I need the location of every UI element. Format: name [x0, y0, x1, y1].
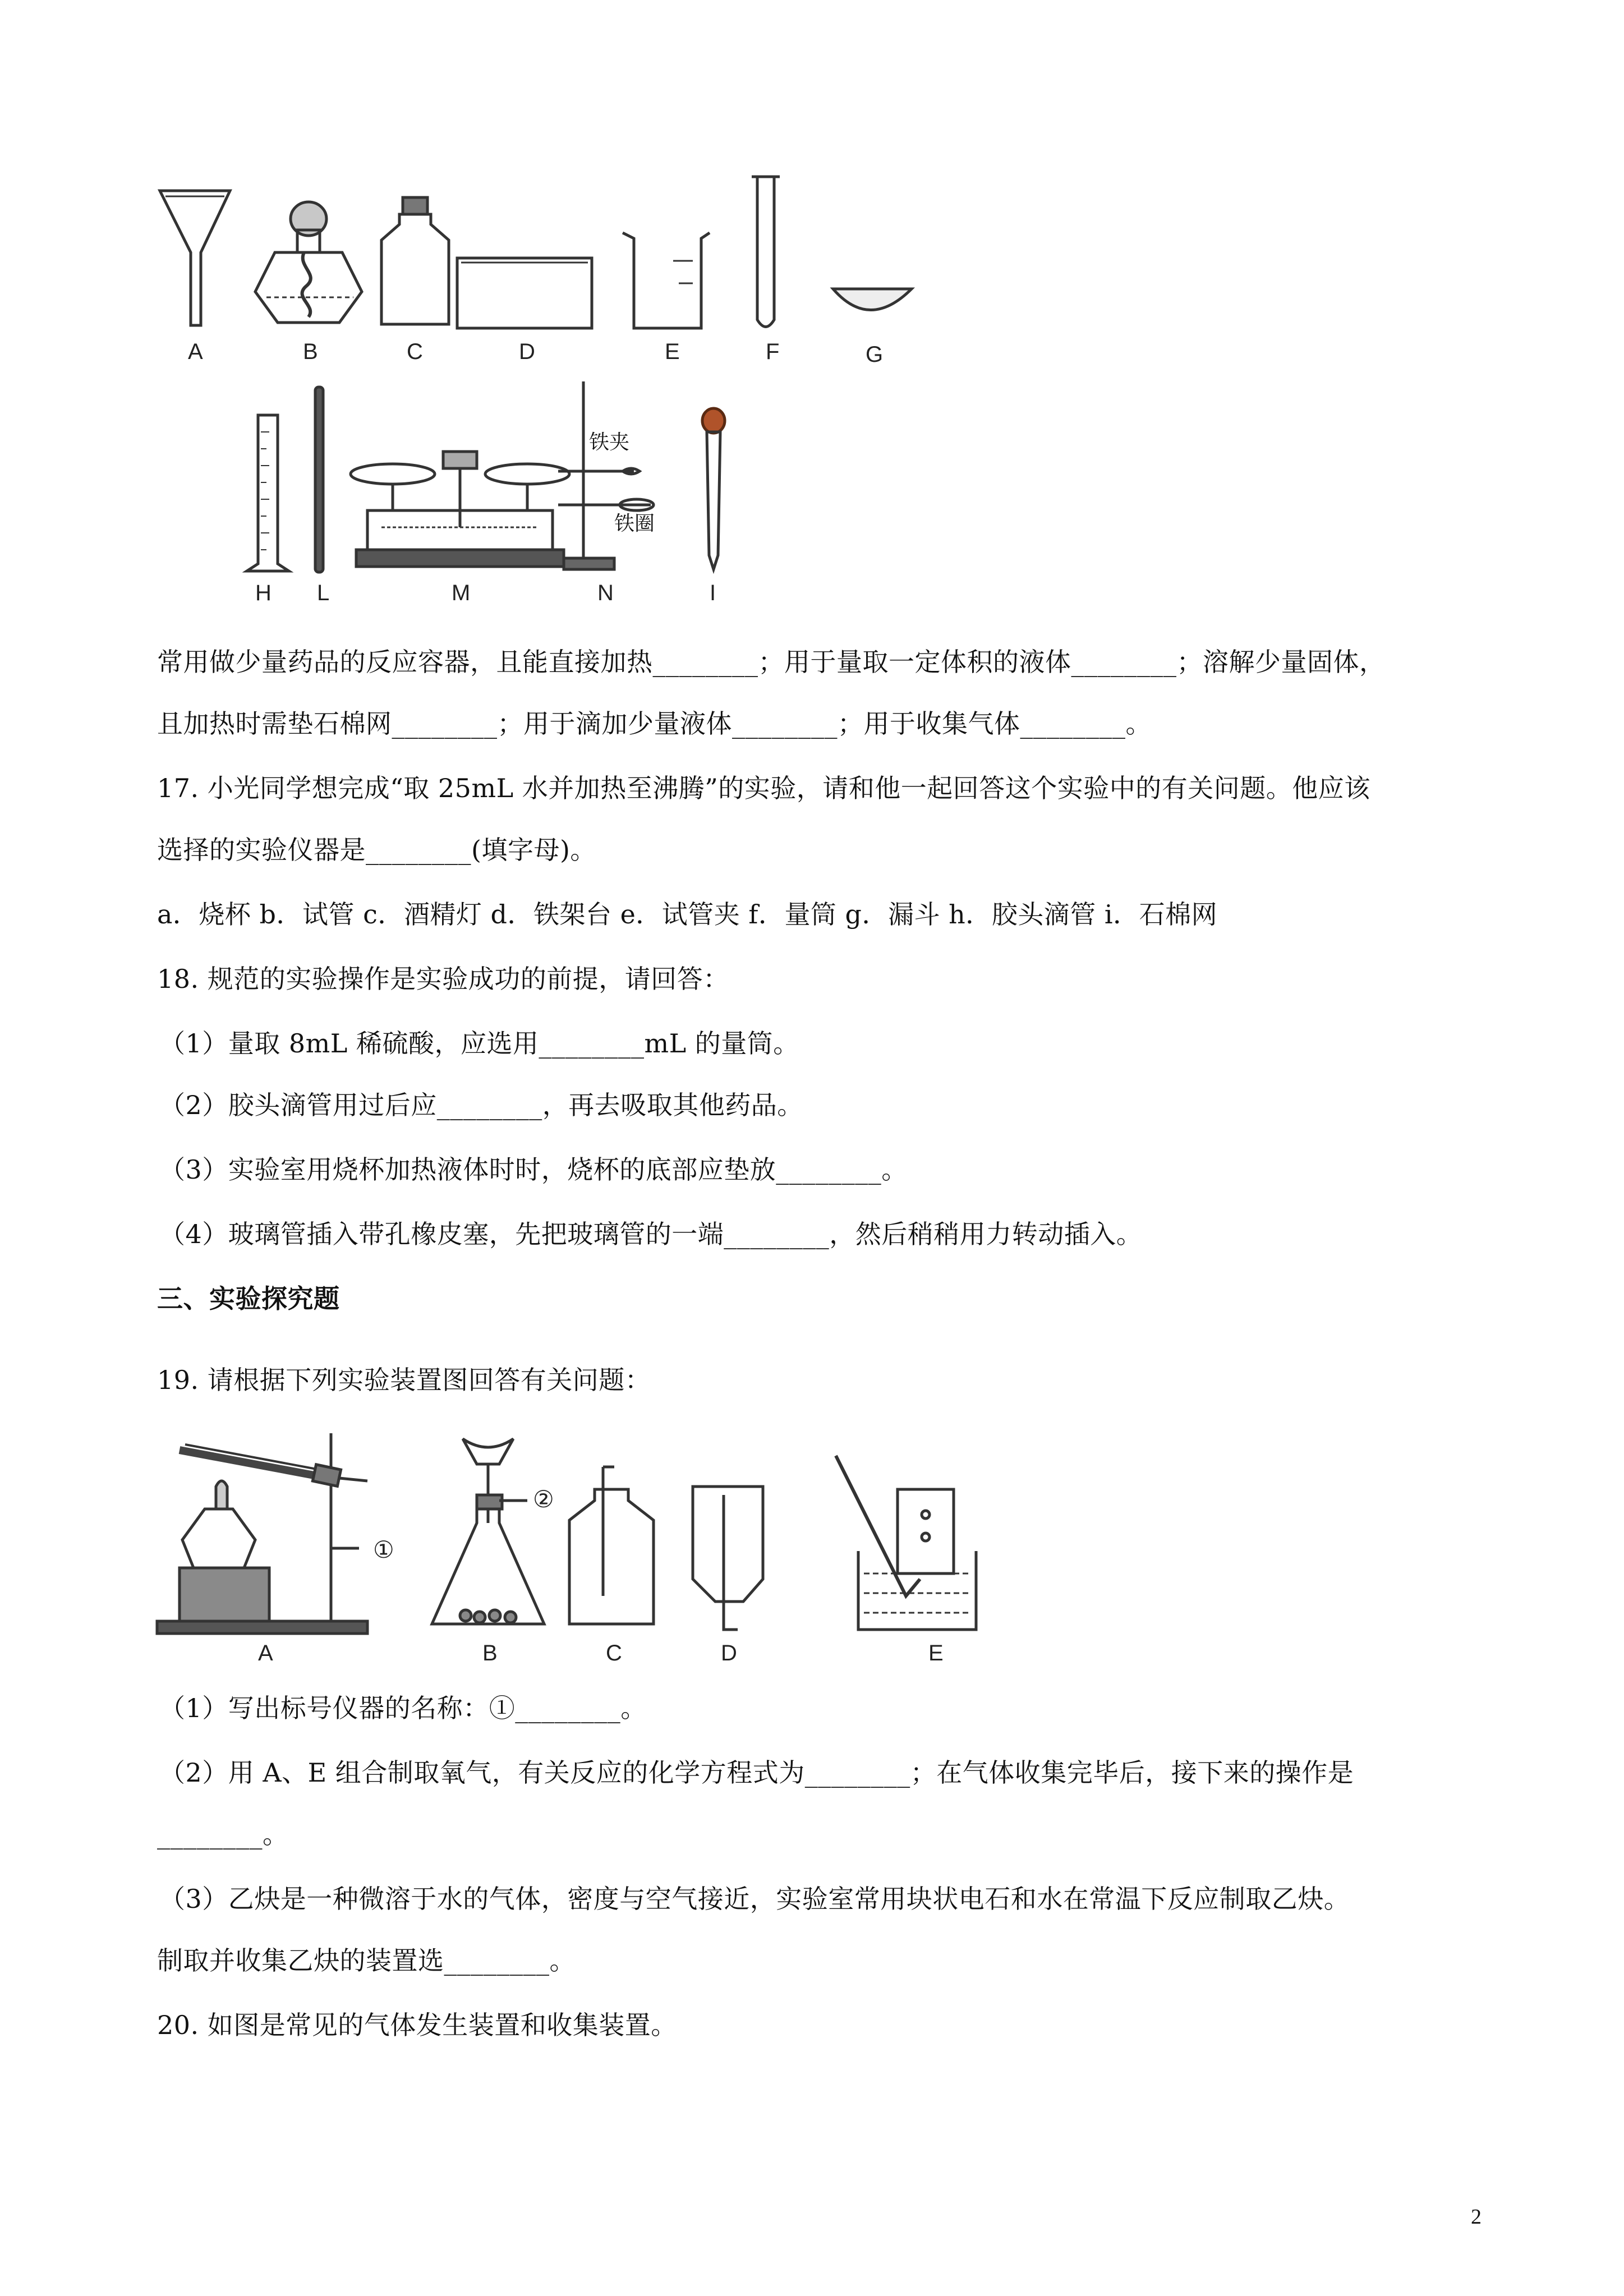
apparatus-label-e: E [928, 1641, 944, 1665]
iron-ring-label: 铁圈 [614, 512, 655, 535]
question-19: 19. 请根据下列实验装置图回答有关问题： [157, 1365, 651, 1395]
q18-part4: （4）玻璃管插入带孔橡皮塞，先把玻璃管的一端________，然后稍稍用力转动插入。 [159, 1219, 1143, 1249]
label-l: L [317, 581, 330, 605]
q18-part1: （1）量取 8mL 稀硫酸，应选用________mL 的量筒。 [159, 1028, 799, 1059]
question-17: 17. 小光同学想完成“取 25mL 水并加热至沸腾”的实验，请和他一起回答这个实验中的有关问题。他应该 [157, 773, 1370, 803]
q18-part3: （3）实验室用烧杯加热液体时时，烧杯的底部应垫放________。 [159, 1154, 908, 1185]
funnel-a [160, 191, 230, 325]
label-g: G [866, 342, 884, 367]
label-d: D [519, 339, 535, 364]
beaker-e [623, 233, 710, 328]
apparatus-d [693, 1487, 763, 1630]
q19-part2-cont: ________。 [157, 1819, 289, 1849]
alcohol-lamp-b [255, 202, 362, 323]
label-n: N [597, 581, 614, 605]
label-c: C [407, 339, 423, 364]
label-h: H [255, 581, 272, 605]
glass-trough-d [457, 258, 592, 328]
marker-1: ① [373, 1536, 394, 1563]
graduated-cylinder-h [247, 415, 289, 571]
iron-clamp-label: 铁夹 [589, 431, 630, 454]
evaporating-dish-g [833, 289, 912, 310]
apparatus-label-c: C [606, 1641, 622, 1665]
label-m: M [452, 581, 471, 605]
apparatus-label-d: D [721, 1641, 737, 1665]
question-18: 18. 规范的实验操作是实验成功的前提，请回答： [157, 964, 729, 994]
apparatus-figure [151, 1411, 1116, 1680]
q19-part3: （3）乙炔是一种微溶于水的气体，密度与空气接近，实验室常用块状电石和水在常温下反应制取乙炔。 [159, 1884, 1350, 1914]
test-tube-f [752, 177, 780, 327]
instruments-figure [146, 168, 959, 606]
text-line-2: 且加热时需垫石棉网________；用于滴加少量液体________；用于收集气体________。 [157, 708, 1152, 739]
apparatus-a [157, 1433, 367, 1634]
marker-2: ② [533, 1485, 554, 1513]
label-b: B [303, 339, 318, 364]
label-i: I [710, 581, 716, 605]
page-number: 2 [1471, 2205, 1482, 2229]
q18-part2: （2）胶头滴管用过后应________，再去吸取其他药品。 [159, 1090, 803, 1120]
section-heading: 三、实验探究题 [157, 1283, 340, 1314]
question-20: 20. 如图是常见的气体发生装置和收集装置。 [157, 2010, 677, 2040]
text-line-1: 常用做少量药品的反应容器，且能直接加热________；用于量取一定体积的液体________；溶解少量固体， [157, 647, 1386, 677]
wide-mouth-bottle-c [381, 197, 449, 324]
apparatus-b [432, 1439, 544, 1624]
label-f: F [766, 339, 780, 364]
glass-rod-l [315, 387, 323, 572]
dropper-i [702, 408, 725, 569]
label-a: A [188, 339, 203, 364]
q19-part2: （2）用 A、E 组合制取氧气，有关反应的化学方程式为________；在气体收集完毕后，接下来的操作是 [159, 1757, 1354, 1788]
text-line-4: 选择的实验仪器是________(填字母)。 [157, 835, 596, 865]
apparatus-drawing [151, 1411, 1116, 1680]
q19-part1: （1）写出标号仪器的名称：①________。 [159, 1693, 647, 1723]
balance-m [351, 452, 569, 567]
apparatus-e [836, 1456, 976, 1630]
iron-stand-n [558, 381, 654, 569]
apparatus-label-b: B [482, 1641, 498, 1665]
label-e: E [665, 339, 680, 364]
q19-part3-cont: 制取并收集乙炔的装置选________。 [157, 1945, 576, 1976]
instruments-drawing [146, 168, 959, 606]
options-line: a．烧杯 b．试管 c．酒精灯 d．铁架台 e．试管夹 f．量筒 g．漏斗 h．胶头滴管 i．石棉网 [157, 899, 1218, 930]
apparatus-c [569, 1467, 654, 1624]
apparatus-label-a: A [258, 1641, 273, 1665]
